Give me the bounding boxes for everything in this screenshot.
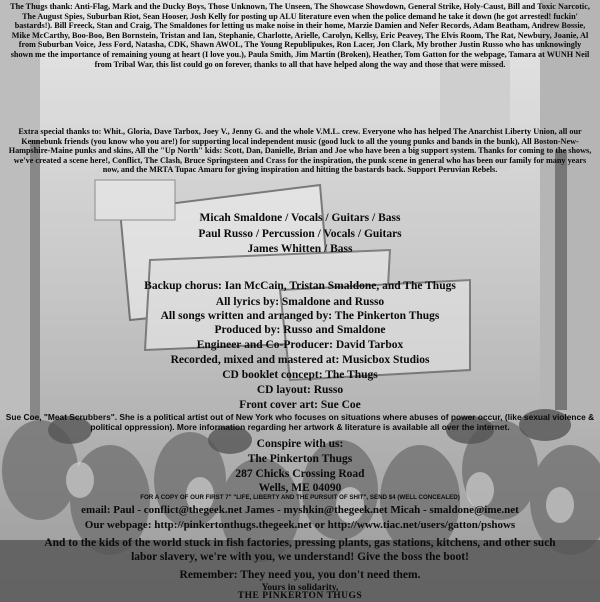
member-james: James Whitten / Bass — [247, 243, 353, 255]
booklet-credit: CD booklet concept: The Thugs — [222, 369, 378, 381]
first-7inch-note: FOR A COPY OF OUR FIRST 7" "LIFE, LIBERTY AND THE PURSUIT OF SHIT", SEND $4 (WELL CONCEALED) — [140, 494, 460, 501]
lyrics-credit: All lyrics by: Smaldone and Russo — [215, 296, 385, 308]
kids-message: And to the kids of the world stuck in fish factories, pressing plants, gas stations, kitchens, and other such labor slavery, we're with you, we understand! Give the boss the boot! — [44, 537, 556, 563]
band-signature: THE PINKERTON THUGS — [237, 591, 363, 601]
recorded-credit: Recorded, mixed and mastered at: Musicbox Studios — [170, 354, 430, 366]
songs-credit: All songs written and arranged by: The Pinkerton Thugs — [160, 310, 440, 322]
remember-line: Remember: They need you, you don't need them. — [179, 569, 421, 581]
email-line: email: Paul - conflict@thegeek.net James - myshkin@thegeek.net Micah - smaldone@ime.net — [81, 504, 519, 516]
solidarity-line: Yours in solidarity, — [261, 583, 339, 593]
special-thanks-paragraph: Extra special thanks to: Whit., Gloria, Dave Tarbox, Joey V., Jenny G. and the whole V.M.L. crew. Everyone who has helped The Anarchist Liberty Union, all our Kennebunk friends (you know who you are!) for supporting local independent music (good luck to all the young punks and bands in the bunk), All Boston-New-Hampshire-Maine punks and skins, All the "Up North" kids: Scott, Dan, Danielle, Brian and Joe who have been a big support system. Thanks for coming to the shows, we've created a scene here!, Conflict, The Clash, Bruce Springsteen and Crass for the inspiration, the punk scene in general who has been our family for many years now, and the MRTA Tupac Amaru for giving inspiration and hitting the bastards back. Support Peruvian Rebels. — [8, 127, 592, 175]
conspire-heading: Conspire with us: — [256, 438, 344, 450]
thanks-paragraph: The Thugs thank: Anti-Flag, Mark and the Ducky Boys, Those Unknown, The Unseen, The Showcase Showdown, General Strike, Holy-Caust, Bill and Toxic Narcotic, The August Spies, Suburban Riot, Sean Hooser, Josh Kelly for posting up ALU literature even when the police demand he take it down (he got arrested! fuckin' bastards!). Bill Freeck, Stan and Craig, The Smaldones for letting us make noise in their home, Marzie Damien and Nefer Records, Adam Beatham, Andrew Bossie, Mike McCarthy, Boo-Boo, Ben Bornstein, Tristan and Ian, Stephanie, Charlotte, Arielle, Carolyn, Kellsy, Eric Peavey, The Elvis Room, The Rat, Newbury, Joanie, Al from Suburban Voice, Jess Ford, Natasha, CDK, Shawn AWOL, The Young Republipukes, Ron Lacer, Jon Clark, My brother Justin Russo who has unknowingly shown me the importance of remaining young at heart (I love you.), Paula Smith, Jim Martin (Broken), Heather, Tom Gatton for the webpage, Tamara at WUNH Neil from Tribal War, this list could go on forever, thanks to all that have helped along the way and those that were missed. — [10, 2, 590, 69]
backup-chorus: Backup chorus: Ian McCain, Tristan Smaldone, and The Thugs — [144, 280, 456, 292]
layout-credit: CD layout: Russo — [256, 384, 344, 396]
engineer-credit: Engineer and Co-Producer: David Tarbox — [196, 339, 404, 351]
cover-art-credit: Front cover art: Sue Coe — [239, 399, 361, 411]
produced-credit: Produced by: Russo and Smaldone — [214, 324, 386, 336]
address-line-3: Wells, ME 04090 — [258, 482, 342, 494]
member-paul: Paul Russo / Percussion / Vocals / Guitars — [198, 228, 402, 240]
webpage-line: Our webpage: http://pinkertonthugs.thegeek.net or http://www.tiac.net/users/gatton/pshows — [84, 519, 516, 531]
address-line-1: The Pinkerton Thugs — [247, 453, 353, 465]
member-micah: Micah Smaldone / Vocals / Guitars / Bass — [199, 212, 401, 224]
sue-coe-note: Sue Coe, "Meat Scrubbers". She is a political artist out of New York who focuses on situations where abuses of power occur, (like sexual violence & political oppression). More information regarding her artwork & literature is available all over the internet. — [5, 412, 595, 432]
address-line-2: 287 Chicks Crossing Road — [235, 468, 365, 480]
